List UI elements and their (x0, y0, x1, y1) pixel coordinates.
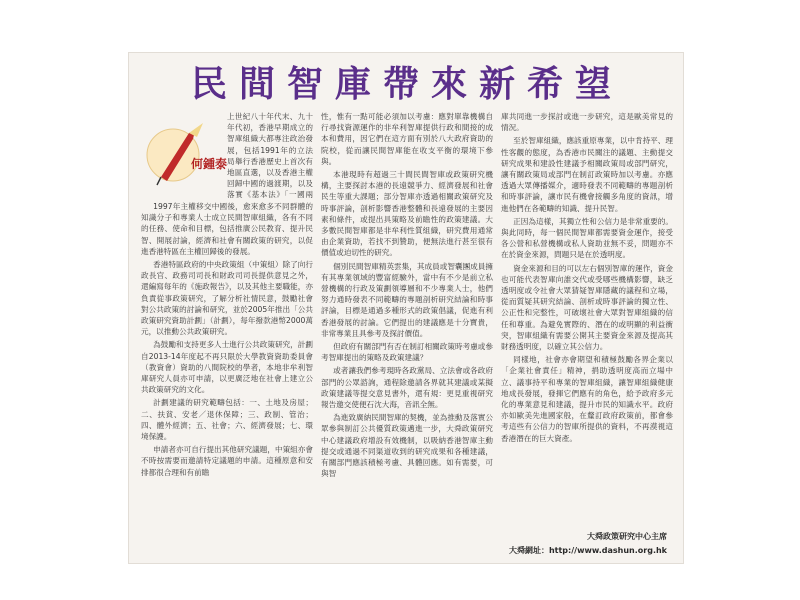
paragraph: 本港現時有超過三十間民間智庫或政策研究機構，主要探討本港的長遠競爭力、經濟發展和社會民生等重大課題；部分智庫亦透過相關政策研究及時事評論，剖析影響香港整體和長遠發展的主要因素和條件，或提出具策略及前瞻性的政策建議。大多數民間智庫都是非牟利性質組織，研究費用通常由企業資助，若找不到贊助，便無法進行甚至很有價值或迫切性的研究。 (321, 170, 493, 258)
paragraph: 至於智庫組織，應該重原專業，以中肯持平、理性客觀的態度，為香港市民關注的議題、主動提交研究成果和建設性建議予相關政策局或部門研究，讓有關政策局或部門在制訂政策時加以考慮。亦應透過大眾傳播媒介，適時發表不同範疇的專題剖析和時事評論，讓市民有機會接觸多角度的資訊，增進他們在各範疇的知識、提升民智。 (501, 136, 673, 213)
paragraph: 但政府有關部門有否在制訂相關政策時考慮或參考智庫提出的策略及政策建議？ (321, 342, 493, 363)
paragraph-lead: 上世紀八十年代末、九十年代初，香港早期成立的智庫組織大都專注政治發展，包括1991年的立法局舉行香港歷史上首次有地區直選，以及香港主權回歸中國的過渡期，以及落實《基本法》「一國兩 (227, 112, 313, 199)
paragraph: 計劃建議的研究範疇包括：一、土地及房屋；二、扶貧、安老／退休保障；三、政制、管治；四、體外經濟；五、社會；六、經濟發展；七、環境保護。 (141, 398, 313, 442)
paragraph: 個別民間智庫精英雲集，其成員或智囊團成員擁有其專業領域的豐富經驗外，當中有不少是前立私營機構的行政及策劃領導層和不少專業人士，他們努力通時發表不同範疇的專題剖析研究結論和時事評論，目標是通過多種形式的政策倡議，促進有利香港發展的討論。它們提出的建議應是十分寶貴，非常專業且具參考及探討價值。 (321, 261, 493, 338)
column-1 (141, 111, 313, 531)
paragraph: 或者讓我們參考現時各政黨局、立法會或各政府部門的公眾諮詢，通程除邀請各界就其建議或某擬政策建議等提交意見書外，還有規：更見重視研究報告邀交使便石沈大海，音訊全無。 (321, 366, 493, 410)
author-name: 何鍾泰 (191, 157, 228, 171)
newspaper-clipping (128, 52, 684, 564)
website-line: 大舜網址：http://www.dashun.org.hk (508, 546, 667, 555)
paragraph: 正因為這樣，其獨立性和公信力是非常重要的。與此同時，每一個民間智庫都需要資金運作，接受各公營和私營機構或私人資助並無不妥，問題亦不在於資金來源，問題只是在於透明度。 (501, 216, 673, 260)
paragraph: 香港特區政府的中央政策組（中策組）除了向行政長官、政務司司長和財政司司長提供意見之外，還編寫每年的《施政報告》，以及其他主要職能，亦負責從事政策研究，了解分析社情民意，鼓勵社會對公共政策的討論和研究，並於2005年推出「公共政策研究資助計劃」（計劃），每年撥款港幣2000萬元，以推動公共政策研究。 (141, 260, 313, 337)
paragraph: 資金來源和目的可以左右個別智庫的運作，資金也可能代表智庫向誰交代或受哪些機構影響，缺乏透明度或令社會大眾猜疑智庫隱藏的議程和立場，從而質疑其研究結論、剖析或時事評論的獨立性、公正性和完整性，可破壞社會大眾對智庫組織的信任和尊重。為避免實際的、潛在的或明顯的利益衝突，智庫組織有需要公開其主要資金來源及提高其財務透明度，以確立其公信力。 (501, 263, 673, 352)
paragraph: 為進致廣納民間智庫的契機，並為推動及落實公眾參與制訂公共優質政策邁進一步，大舜政策研究中心建議政府增設有效機制，以吸納香港智庫主動提交或通過不同渠道收到的研究成果和各種建議，有關部門應該積極考慮、具體回應。如有需要，可與智 (321, 413, 493, 479)
paragraph: 申請者亦可自行提出其他研究議題，中策組亦會不時按需要而邀請特定議題的申請。這種原意和安排都很合理和有前瞻 (141, 445, 313, 477)
paragraph: 同樣地，社會亦會期望和積極鼓勵各界企業以「企業社會責任」精神，捐助透明度高而立場中立、議事持平和專業的智庫組織，讓智庫組織健康地成長發展，發揮它們應有的角色，給予政府多元化的專業意見和建議，提升市民的知識水平。政府亦如歐美先進國家般，在釐訂政府政策前，都會參考這些有公信力的智庫所提供的資料，不再漠視這香港潛在的巨大資產。 (501, 355, 673, 443)
headline: 民間智庫帶來新希望 (190, 63, 623, 105)
paragraph: 性，惟有一點可能必須加以考慮：應對單靠機構自行尋找資源運作的非牟利智庫提供行政和間接的成本和費用，因它們在這方面有別於八大政府資助的院校，從而讓民間智庫能在收支平衡的環境下參與。 (321, 112, 493, 166)
paragraph: 1997年主權移交中國後，愈來愈多不同群體的知識分子和專業人士成立民間智庫組織，各有不同的任務、使命和目標，包括推廣公民教育、提升民智、開展討論，經濟和社會有關政策的研究，以促進香港特區在主權回歸後的發展。 (141, 202, 313, 256)
paragraph: 庫共同進一步探討或進一步研究，這是歐美常見的情況。 (501, 112, 673, 133)
author-title: 大舜政策研究中心主席 (587, 532, 667, 541)
column-3 (501, 111, 673, 531)
paragraph: 為鼓勵和支持更多人士進行公共政策研究，計劃自2013-14年度起不再只限於大學教資資助委員會（教資會）資助的八間院校的學者，本地非牟利智庫研究人員亦可申請，以更廣泛地在社會上建立公共政策研究的文化。 (141, 340, 313, 395)
column-2 (321, 111, 493, 531)
